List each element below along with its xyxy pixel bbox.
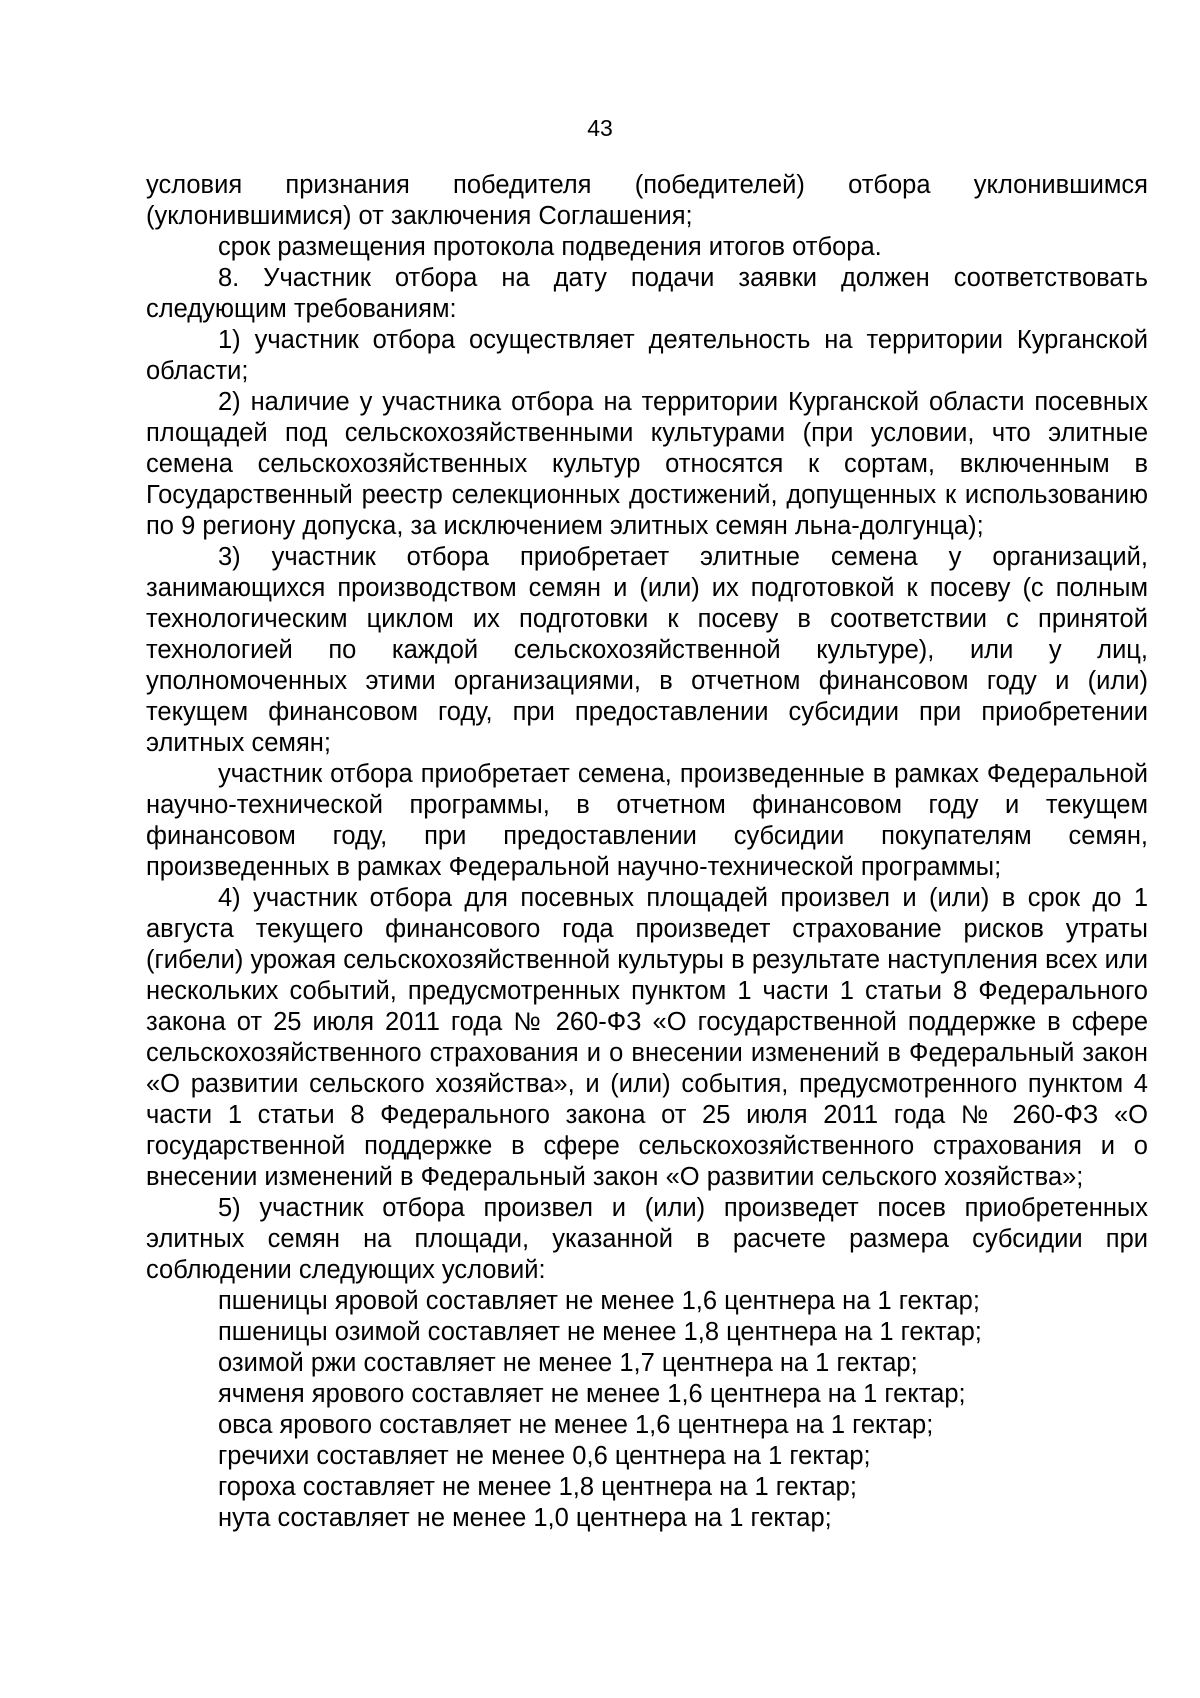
document-body (146, 170, 1148, 1534)
paragraph-requirement-3: 3) участник отбора приобретает элитные семена у организаций, занимающихся производством семян и (или) их подготовкой к посеву (с полным технологическим циклом их подготовки к посеву в соответствии с принятой технологией по каждой сельскохозяйственной культуре), или у лиц, уполномоченных этими организациями, в отчетном финансовом году и (или) текущем финансовом году, при предоставлении субсидии при приобретении элитных семян; (146, 543, 1148, 757)
paragraph-requirement-4: 4) участник отбора для посевных площадей произвел и (или) в срок до 1 августа текущего финансового года произведет страхование рисков утраты (гибели) урожая сельскохозяйственной культуры в результате наступления всех или нескольких событий, предусмотренных пунктом 1 части 1 статьи 8 Федерального закона от 25 июля 2011 года № 260-ФЗ «О государственной поддержке в сфере сельскохозяйственного страхования и о внесении изменений в Федеральный закон «О развитии сельского хозяйства», и (или) события, предусмотренного пунктом 4 части 1 статьи 8 Федерального закона от 25 июля 2011 года № 260-ФЗ «О государственной поддержке в сфере сельскохозяйственного страхования и о внесении изменений в Федеральный закон «О развитии сельского хозяйства»; (146, 884, 1148, 1191)
seeding-rate-spring-oats: овса ярового составляет не менее 1,6 центнера на 1 гектар; (218, 1411, 934, 1439)
seeding-rate-spring-wheat: пшеницы яровой составляет не менее 1,6 центнера на 1 гектар; (218, 1287, 980, 1315)
paragraph-requirement-2: 2) наличие у участника отбора на территории Курганской области посевных площадей под сельскохозяйственными культурами (при условии, что элитные семена сельскохозяйственных культур относятся к сортам, включенным в Государственный реестр селекционных достижений, допущенных к использованию по 9 региону допуска, за исключением элитных семян льна-долгунца); (146, 388, 1148, 540)
seeding-rate-peas: гороха составляет не менее 1,8 центнера на 1 гектар; (218, 1473, 857, 1501)
seeding-rate-winter-rye: озимой ржи составляет не менее 1,7 центнера на 1 гектар; (218, 1349, 918, 1377)
paragraph-requirement-3-federal-program: участник отбора приобретает семена, произведенные в рамках Федеральной научно-технической программы, в отчетном финансовом году и текущем финансовом году, при предоставлении субсидии покупателям семян, произведенных в рамках Федеральной научно-технической программы; (146, 760, 1148, 881)
seeding-rate-spring-barley: ячменя ярового составляет не менее 1,6 центнера на 1 гектар; (218, 1380, 966, 1408)
seeding-rate-buckwheat: гречихи составляет не менее 0,6 центнера на 1 гектар; (218, 1442, 871, 1470)
seeding-rate-chickpea: нута составляет не менее 1,0 центнера на 1 гектар; (218, 1504, 832, 1532)
paragraph-winner-evasion-conditions: условия признания победителя (победителей) отбора уклонившимся (уклонившимися) от заключения Соглашения; (146, 171, 1148, 230)
paragraph-item-8: 8. Участник отбора на дату подачи заявки должен соответствовать следующим требованиям: (146, 264, 1148, 323)
paragraph-protocol-deadline: срок размещения протокола подведения итогов отбора. (218, 233, 882, 261)
page-number: 43 (587, 115, 613, 141)
paragraph-requirement-1: 1) участник отбора осуществляет деятельность на территории Курганской области; (146, 326, 1148, 385)
paragraph-requirement-5: 5) участник отбора произвел и (или) произведет посев приобретенных элитных семян на площади, указанной в расчете размера субсидии при соблюдении следующих условий: (146, 1194, 1148, 1284)
seeding-rate-winter-wheat: пшеницы озимой составляет не менее 1,8 центнера на 1 гектар; (218, 1318, 982, 1346)
